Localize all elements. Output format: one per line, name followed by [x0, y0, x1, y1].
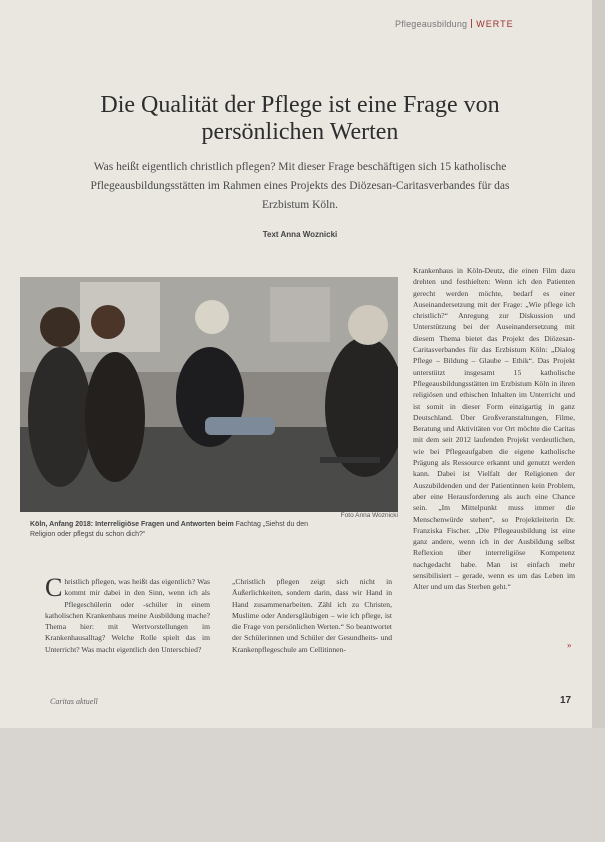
article-lead: Was heißt eigentlich christlich pflegen? Mit dieser Frage beschäftigen sich 15 katholische Pflegeausbildungsstätten im Rahmen eines Projekts des Diözesan-Caritasverbandes für das Erzbistum Köln. — [90, 161, 510, 211]
article-byline: Text Anna Woznicki — [262, 230, 338, 239]
classroom-photo-illustration — [20, 277, 398, 512]
body-column-1 — [45, 573, 210, 655]
body-column-2: „Christlich pflegen zeigt sich nicht in Äußerlichkeiten, sondern darin, dass wir Hand in Hand zusammenarbeiten. Zähl ich zu Christen, Muslime oder Andersgläubigen – wie ich pflege, ist die Frage von persönlichen Werten.“ So beantwortet der Schülerinnen und Schüler der Gesundheits- und Krankenpflegeschule am Cellitinnen- — [232, 577, 392, 654]
scan-background — [0, 728, 605, 842]
caption-text: Fachtag „Siehst du den Religion oder pflegst du schon dich?“ — [30, 521, 309, 538]
caption-lead: Köln, Anfang 2018: Interreligiöse Fragen und Antworten beim — [30, 521, 234, 528]
photo-credit: Foto Anna Woznicki — [340, 512, 398, 519]
magazine-name: Caritas aktuell — [50, 697, 98, 706]
continue-arrow-icon: » — [567, 640, 572, 650]
body-column-3: Krankenhaus in Köln-Deutz, die einen Film dazu drehten und festhielten: Wenn ich den Patienten gerecht werden möchte, bedarf es einer Auseinandersetzung mit der Frage: „Wie pflege ich christlich?“ Anregung zur Diskussion und Unterstützung bei der Auseinandersetzung mit diesem Thema bietet das Projekt des Diözesan-Caritasverbandes für das Erzbistum Köln: „Dialog Pflege – Bildung – Glaube – Ethik“. Das Projekt unterstützt insgesamt 15 katholische Pflegeausbildungsstätten im Erzbistum Köln in ihren religiösen und ethischen Inhalten im Unterricht und ist somit in dieser Form einzigartig in ganz Deutschland. Über Großveranstaltungen, Filme, Beratung und Aktivitäten vor Ort möchte die Caritas mit dem seit 2012 laufenden Projekt verdeutlichen, wie bei Pflegeaufgaben die eigene katholische Prägung als Ressource erkannt und genutzt werden kann. Dabei ist Vielfalt der Religionen der Auszubildenden und der Patientinnen kein Problem, aber eine Herausforderung als auch eine Chance sein. „Im Mittelpunkt muss immer die Menschenwürde stehen“, so Projektleiterin Dr. Franziska Fischer. „Die Pflegeausbildung ist eine ganz andere, wenn ich in der Ausbildung selbst Reflexion über interreligiöse Kompetenz nachgedacht habe. Man ist einfach mehr sensibilisiert – gerade, wenn es um das Leben im Alter und um das Sterben geht.“ — [413, 266, 575, 592]
article-photo — [20, 277, 398, 512]
header-category: Pflegeausbildung — [395, 19, 468, 29]
drop-cap: C — [45, 573, 63, 602]
header-section: WERTE — [476, 19, 514, 29]
page-number: 17 — [560, 695, 572, 706]
body-column-1-text: hristlich pflegen, was heißt das eigentlich? Was kommt mir dabei in den Sinn, wenn ich als Pflegeschülerin oder -schüler in einem katholischen Krankenhaus meine Ausbildung mache? Thema hier: mit Wertvorstellungen im Krankenhausalltag? Welche Rolle spielt das im Unterricht? Was macht eigentlich den Unterschied? — [45, 577, 210, 654]
header-divider — [471, 19, 472, 28]
article-title: Die Qualität der Pflege ist eine Frage von persönlichen Werten — [100, 92, 500, 145]
page-edge — [592, 0, 605, 728]
photo-caption — [30, 520, 330, 540]
running-header — [395, 19, 514, 29]
